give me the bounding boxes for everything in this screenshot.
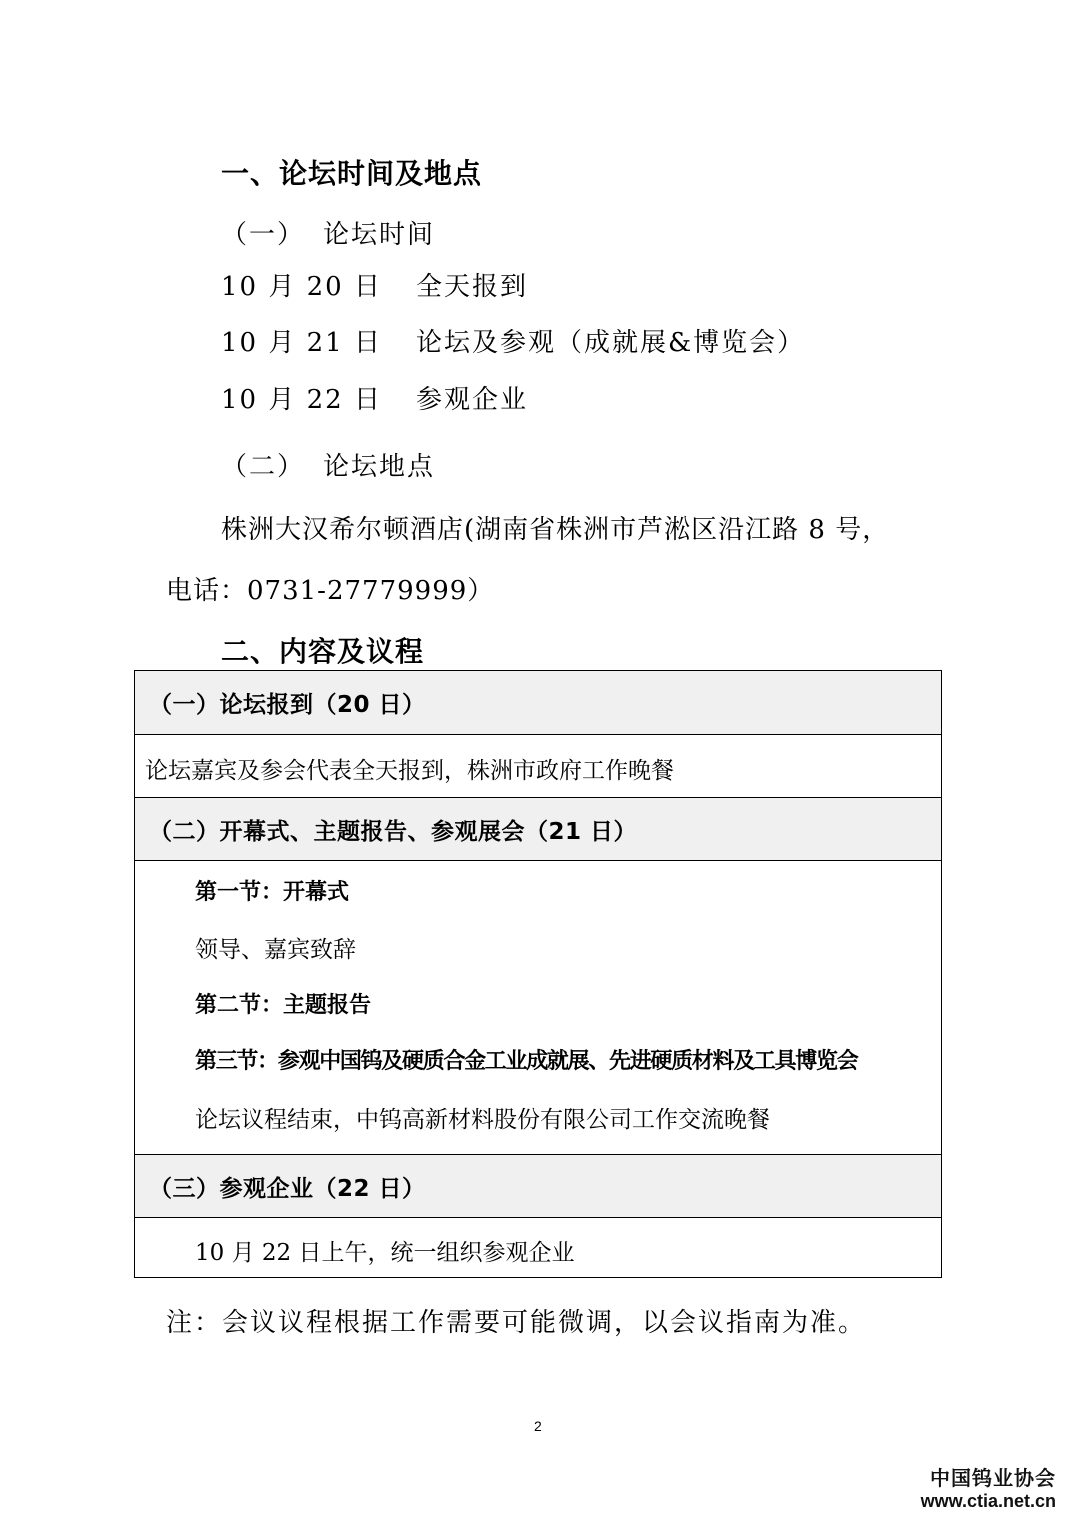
schedule-text: 论坛及参观（成就展&博览会） (415, 328, 806, 358)
subsection-time-label: （一） (221, 220, 306, 250)
agenda-day2-item: 第一节：开幕式 (195, 880, 350, 905)
schedule-line-day20 (221, 266, 528, 303)
agenda-day1-body (135, 734, 941, 797)
agenda-day3-body (135, 1217, 941, 1277)
agenda-day1-header (135, 671, 941, 734)
agenda-day2-header (135, 797, 941, 860)
watermark (921, 1462, 1056, 1512)
agenda-day2-item: 领导、嘉宾致辞 (195, 937, 356, 963)
agenda-day3-header-text: （三）参观企业（22 日） (149, 1175, 426, 1202)
schedule-line-day21 (221, 322, 805, 359)
watermark-org: 中国钨业协会 (930, 1468, 1056, 1490)
watermark-site: www.ctia.net.cn (920, 1491, 1056, 1511)
schedule-date: 10 月 21 日 (221, 328, 382, 358)
venue-text-line-1: 株洲大汉希尔顿酒店(湖南省株洲市芦淞区沿江路 8 号， (221, 515, 890, 545)
schedule-text: 全天报到 (415, 272, 528, 302)
agenda-day2-item: 论坛议程结束，中钨高新材料股份有限公司工作交流晚餐 (195, 1107, 770, 1133)
agenda-day2-item: 第二节：主题报告 (195, 993, 372, 1018)
agenda-note: 注：会议议程根据工作需要可能微调，以会议指南为准。 (166, 1308, 867, 1338)
schedule-line-day22 (221, 379, 528, 416)
subsection-venue-title: 论坛地点 (323, 452, 436, 482)
agenda-day1-header-text: （一）论坛报到（20 日） (149, 692, 426, 718)
schedule-date: 10 月 20 日 (221, 272, 382, 302)
schedule-date: 10 月 22 日 (221, 385, 382, 415)
page-number: 2 (534, 1418, 542, 1434)
agenda-day2-item: 第三节：参观中国钨及硬质合金工业成就展、先进硬质材料及工具博览会 (195, 1049, 858, 1074)
agenda-day2-body (135, 860, 941, 1154)
agenda-day3-header (135, 1154, 941, 1217)
agenda-table (134, 670, 942, 1278)
subsection-venue-label: （二） (221, 452, 306, 482)
schedule-text: 参观企业 (415, 385, 528, 415)
agenda-day3-body-text: 10 月 22 日上午，统一组织参观企业 (195, 1240, 575, 1266)
subsection-venue-heading (221, 446, 435, 483)
venue-text-line-2: 电话：0731-27779999） (166, 576, 495, 606)
agenda-day2-header-text: （二）开幕式、主题报告、参观展会（21 日） (149, 818, 638, 845)
section-1-heading: 一、论坛时间及地点 (221, 157, 483, 190)
subsection-time-heading (221, 214, 435, 251)
agenda-day1-body-text: 论坛嘉宾及参会代表全天报到，株洲市政府工作晚餐 (145, 758, 674, 784)
section-2-heading: 二、内容及议程 (221, 635, 425, 668)
subsection-time-title: 论坛时间 (323, 220, 436, 250)
